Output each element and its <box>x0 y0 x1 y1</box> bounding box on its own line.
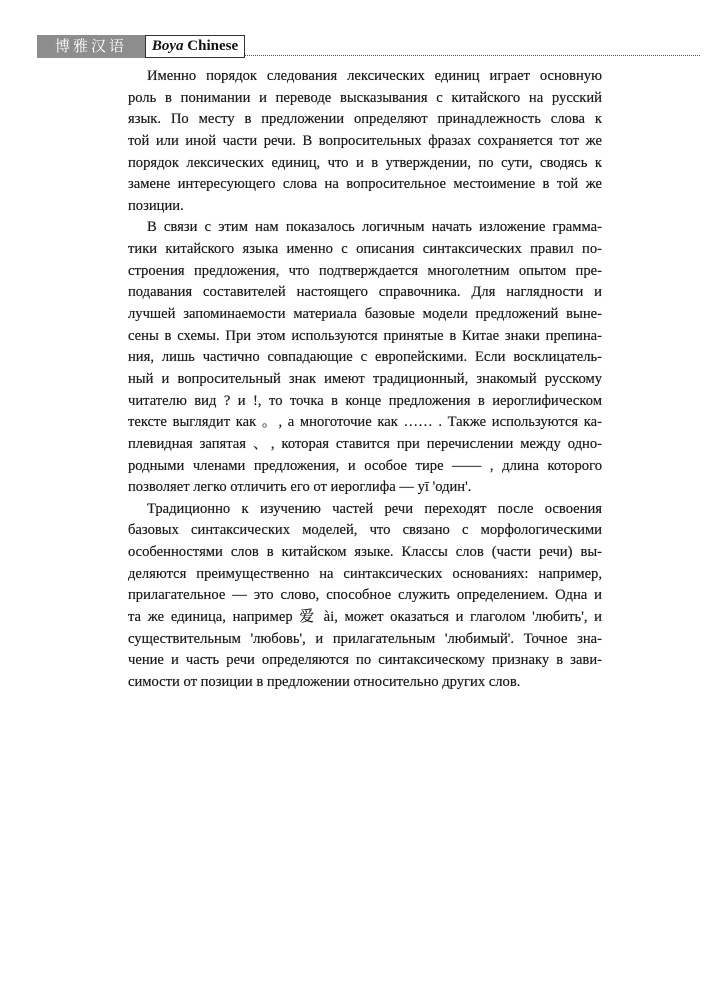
text-line: ния, лишь частично совпадающие с европейскими. Если восклицатель- <box>128 349 602 366</box>
text-line: лучшей запоминаемости материала базовые модели предложений выне- <box>128 306 602 323</box>
series-name-italic: Boya <box>151 38 184 54</box>
paragraph <box>128 66 602 217</box>
text-line: язык. По месту в предложении определяют принадлежность слова к <box>128 111 602 128</box>
text-line: той или иной части речи. В вопросительных фразах сохраняется тот же <box>128 132 602 149</box>
text-line: родными членами предложения, и особое тире —— , длина которого <box>128 457 602 474</box>
paragraph <box>128 217 602 498</box>
text-line: позиции. <box>128 197 184 214</box>
text-line: читателю вид ? и !, то точка в конце предложения в иероглифическом <box>128 392 602 409</box>
text-line: порядок лексических единиц, что и в утверждении, по сути, сводясь к <box>128 154 602 171</box>
paragraph <box>128 499 602 694</box>
text-line: замене интересующего слова на вопросительное местоимение в той же <box>128 176 602 193</box>
text-line: прилагательное — это слово, способное служить определением. Одна и <box>128 587 602 604</box>
header-dotted-rule <box>245 55 700 56</box>
text-line: чение и часть речи определяются по синтаксическому признаку в зави- <box>128 652 602 669</box>
series-logo-chinese: 博雅汉语 <box>37 35 145 58</box>
series-name: Chinese <box>187 38 239 54</box>
text-line: сены в схемы. При этом используются принятые в Китае знаки препина- <box>128 327 602 344</box>
text-line: В связи с этим нам показалось логичным начать изложение грамма- <box>147 219 602 236</box>
text-line: роль в понимании и переводе высказывания с китайского на русский <box>128 89 602 106</box>
text-line: тики китайского языка именно с описания синтаксических правил по- <box>128 241 602 258</box>
text-line: базовых синтаксических моделей, что связано с морфологическими <box>128 522 602 539</box>
text-line: позволяет легко отличить его от иероглифа — yī 'один'. <box>128 479 472 496</box>
text-line: существительным 'любовь', и прилагательным 'любимый'. Точное зна- <box>128 630 602 647</box>
text-line: плевидная запятая 、, которая ставится при перечислении между одно- <box>128 435 602 452</box>
text-line: та же единица, например 爱 ài, может оказаться и глаголом 'любить', и <box>128 609 602 626</box>
text-line: деляются преимущественно на синтаксических основаниях: например, <box>128 565 602 582</box>
text-line: симости от позиции в предложении относительно других слов. <box>128 673 521 690</box>
text-line: подавания составителей настоящего справочника. Для наглядности и <box>128 284 602 301</box>
text-line: Традиционно к изучению частей речи переходят после освоения <box>147 500 602 517</box>
body-text <box>128 66 602 694</box>
text-line: строения предложения, что подтверждается многолетним опытом пре- <box>128 262 602 279</box>
text-line: тексте выглядит как 。, а многоточие как …… . Также используются ка- <box>128 414 602 431</box>
text-line: особенностями слов в китайском языке. Классы слов (части речи) вы- <box>128 544 602 561</box>
text-line: Именно порядок следования лексических единиц играет основную <box>147 68 602 84</box>
series-logo-english <box>145 35 245 58</box>
text-line: ный и вопросительный знак имеют традиционный, знакомый русскому <box>128 370 602 387</box>
